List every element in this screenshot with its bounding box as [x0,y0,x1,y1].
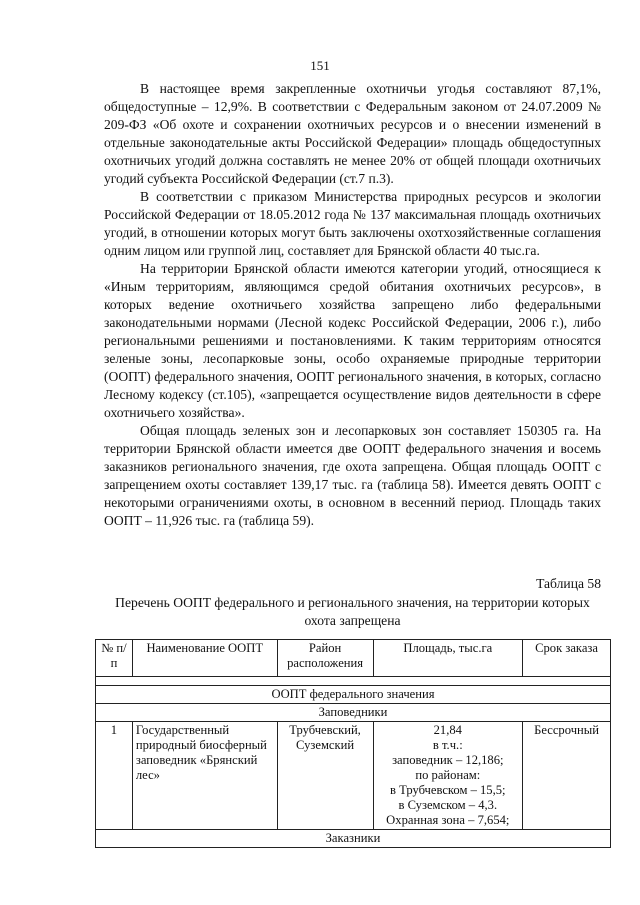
row-term: Бессрочный [523,722,611,830]
paragraph-3: На территории Брянской области имеются категории угодий, относящиеся к «Иным территориям, являющимся средой обитания охотничьих ресурсов», в которых ведение охотничьего хозяйства запрещено либо федеральными законодательными нормами (Лесной кодекс Российской Федерации, 2006 г.), либо региональными решениями и постановлениями. К таким территориям относятся зеленые зоны, лесопарковые зоны, особо охраняемые природные территории (ООПТ) федерального значения, ООПТ регионального значения, в которых, согласно Лесному кодексу (ст.105), «запрещается осуществление видов деятельности в сфере охотничьего хозяйства». [104,261,601,420]
area-line: в т.ч.: [432,738,463,752]
area-line: заповедник – 12,186; [392,753,504,767]
subsection-row-reserves [96,704,611,722]
header-name: Наименование ООПТ [132,640,277,677]
table-spacer-row [96,677,611,686]
paragraph-1: В настоящее время закрепленные охотничьи угодья составляют 87,1%, общедоступные – 12,9%. В соответствии с Федеральным законом от 24.07.2009 № 209-ФЗ «Об охоте и сохранении охотничьих ресурсов и о внесении изменений в отдельные законодательные акты Российской Федерации» площадь общедоступных охотничьих угодий должна составлять не менее 20% от общей площади охотничьих угодий субъекта Российской Федерации (ст.7 п.3). [104,81,601,186]
row-name: Государственный природный биосферный заповедник «Брянский лес» [132,722,277,830]
body-text [104,80,601,530]
table-row [96,722,611,830]
header-num: № п/п [96,640,133,677]
row-num: 1 [96,722,133,830]
area-line: в Суземском – 4,3. [398,798,498,812]
table-label: Таблица 58 [536,576,601,591]
page-number: 151 [310,58,330,73]
section-federal: ООПТ федерального значения [96,686,611,704]
area-line: по районам: [415,768,481,782]
table-header-row [96,640,611,677]
header-district: Район расположения [277,640,373,677]
row-area [373,722,523,830]
area-line: в Трубчевском – 15,5; [390,783,506,797]
ooopt-table [95,639,611,848]
table-caption: Перечень ООПТ федерального и регионального значения, на территории которых охота запрещена [115,595,590,628]
row-district: Трубчевский, Суземский [277,722,373,830]
header-term: Срок заказа [523,640,611,677]
area-line: Охранная зона – 7,654; [386,813,510,827]
paragraph-4: Общая площадь зеленых зон и лесопарковых зон составляет 150305 га. На территории Брянской области имеется две ООПТ федерального значения и восемь заказников регионального значения, где охота запрещена. Общая площадь ООПТ с запрещением охоты составляет 139,17 тыс. га (таблица 58). Имеется девять ООПТ с некоторыми ограничениями охоты, в основном в весенний период. Площадь таких ООПТ – 11,926 тыс. га (таблица 59). [104,423,601,528]
area-line: 21,84 [433,723,462,737]
subsection-zakazniki: Заказники [96,830,611,848]
section-row-federal [96,686,611,704]
subsection-reserves: Заповедники [96,704,611,722]
paragraph-2: В соответствии с приказом Министерства природных ресурсов и экологии Российской Федерации от 18.05.2012 года № 137 максимальная площадь охотничьих угодий, в отношении которых могут быть заключены охотхозяйственные соглашения одним лицом или группой лиц, составляет для Брянской области 40 тыс.га. [104,189,601,258]
header-area: Площадь, тыс.га [373,640,523,677]
subsection-row-zakazniki [96,830,611,848]
